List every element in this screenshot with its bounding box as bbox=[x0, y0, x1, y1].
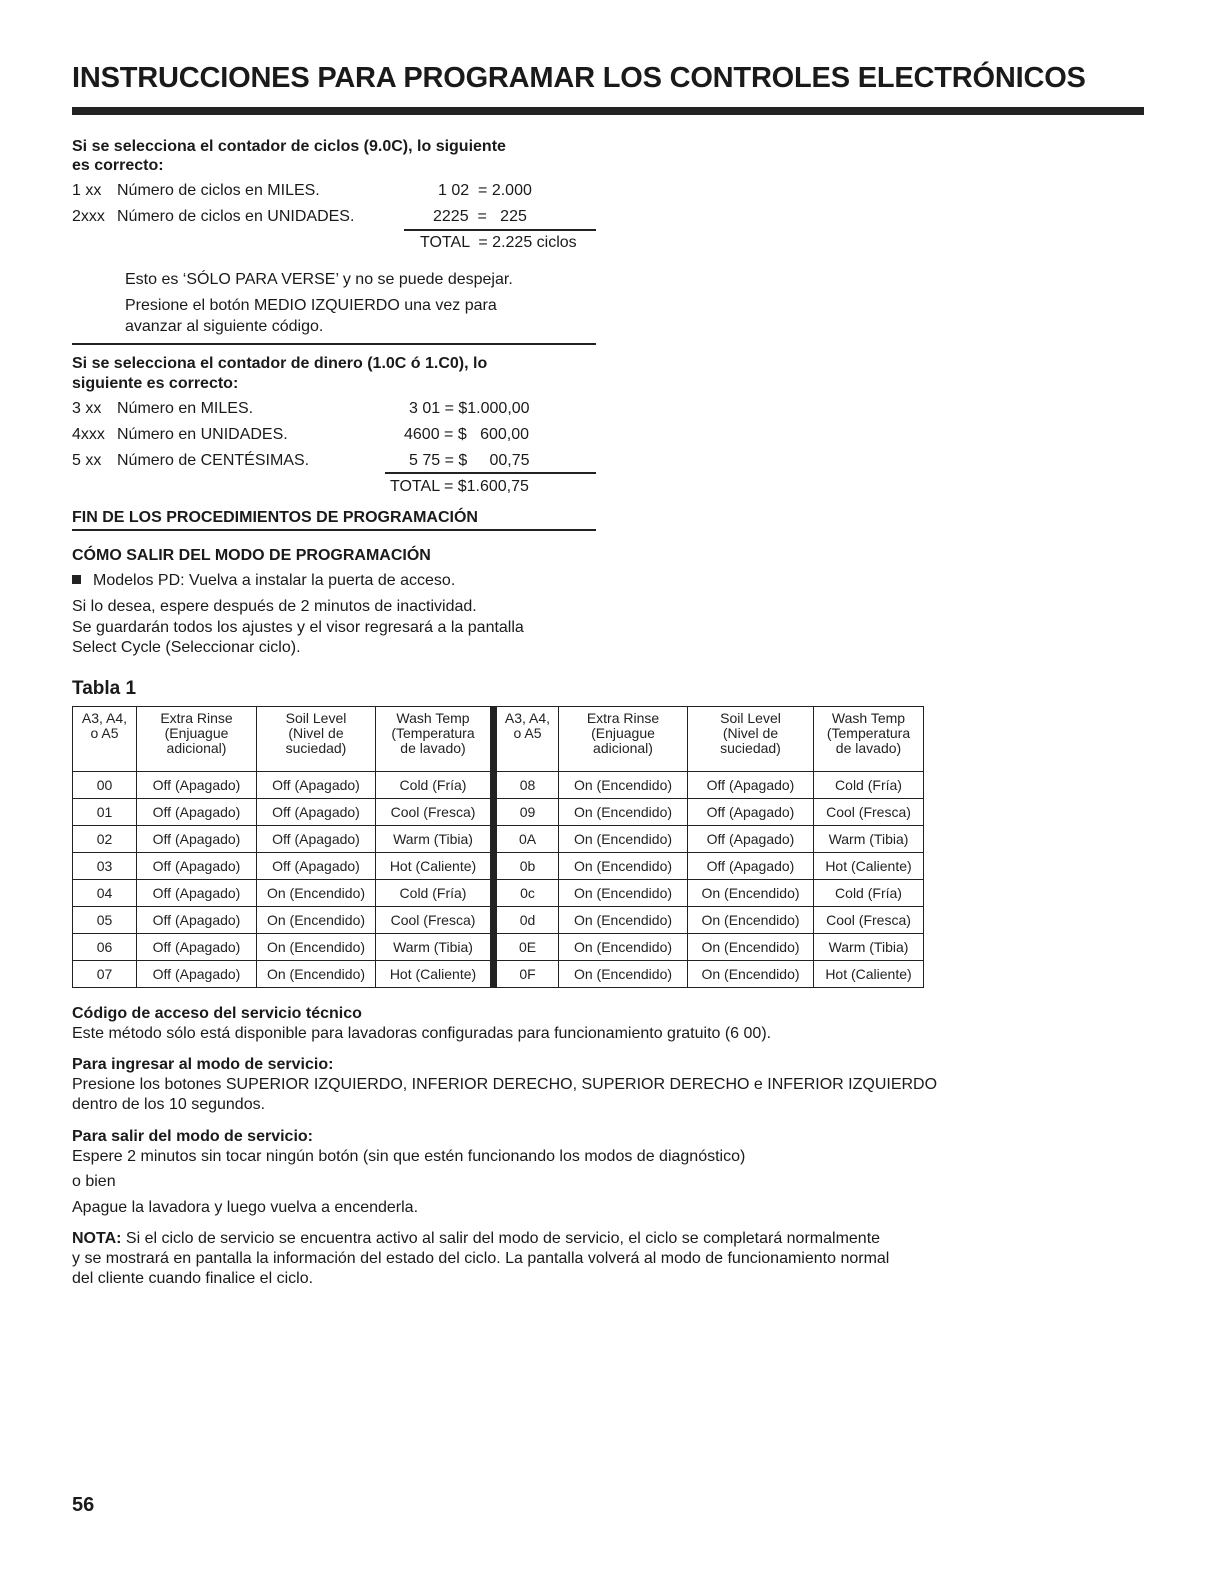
table-row bbox=[73, 772, 924, 799]
money-total: TOTAL = $1.600,75 bbox=[390, 478, 529, 495]
service-heading: Código de acceso del servicio técnico bbox=[72, 1005, 362, 1022]
table-cell: Off (Apagado) bbox=[688, 772, 814, 799]
page-title: INSTRUCCIONES PARA PROGRAMAR LOS CONTROLES ELECTRÓNICOS bbox=[72, 62, 1086, 94]
note-label: NOTA: bbox=[72, 1230, 122, 1247]
header-soil bbox=[257, 707, 376, 772]
note-line-2: y se mostrará en pantalla la información del estado del ciclo. La pantalla volverá al modo de funcionamiento normal bbox=[72, 1250, 890, 1267]
header-rinse-line: Extra Rinse bbox=[586, 710, 660, 726]
header-rinse-line: adicional) bbox=[166, 740, 227, 756]
cycle-row-code: 2xxx bbox=[72, 208, 105, 225]
note-line-3: del cliente cuando finalice el ciclo. bbox=[72, 1270, 314, 1287]
table-cell: 00 bbox=[73, 772, 137, 799]
money-row-value: 4600 = $ 600,00 bbox=[404, 426, 529, 443]
table-cell: On (Encendido) bbox=[559, 961, 688, 988]
cycle-counter-heading-2: es correcto: bbox=[72, 157, 164, 174]
money-row-value: 3 01 = $1.000,00 bbox=[409, 400, 530, 417]
table-cell: Cold (Fría) bbox=[814, 880, 924, 907]
exit-service-heading: Para salir del modo de servicio: bbox=[72, 1128, 313, 1145]
header-soil-line: (Nivel de bbox=[722, 725, 779, 741]
table-cell: Off (Apagado) bbox=[688, 799, 814, 826]
table-title: Tabla 1 bbox=[72, 678, 137, 699]
table-cell: Hot (Caliente) bbox=[814, 853, 924, 880]
header-soil-line: (Nivel de bbox=[288, 725, 344, 741]
header-rinse bbox=[137, 707, 257, 772]
header-temp-line: Wash Temp bbox=[831, 710, 906, 726]
cycle-row-code: 1 xx bbox=[72, 182, 102, 199]
money-row-value: 5 75 = $ 00,75 bbox=[409, 452, 530, 469]
header-temp-line: (Temperatura bbox=[391, 725, 475, 741]
end-heading-rule bbox=[72, 529, 596, 531]
title-rule bbox=[72, 107, 1144, 115]
header-code-line: o A5 bbox=[90, 725, 119, 741]
table-cell: Hot (Caliente) bbox=[376, 961, 494, 988]
table-cell: On (Encendido) bbox=[257, 880, 376, 907]
table-cell: Off (Apagado) bbox=[257, 853, 376, 880]
header-code bbox=[494, 707, 559, 772]
table-cell: 0d bbox=[494, 907, 559, 934]
section-divider bbox=[72, 343, 596, 345]
bullet-square-icon bbox=[72, 575, 81, 584]
note-line-1 bbox=[72, 1229, 880, 1249]
header-soil-line: suciedad) bbox=[285, 740, 347, 756]
enter-service-line-1: Presione los botones SUPERIOR IZQUIERDO, INFERIOR DERECHO, SUPERIOR DERECHO e INFERIOR IZQUIERDO bbox=[72, 1076, 938, 1093]
exit-line-2: Se guardarán todos los ajustes y el visor regresará a la pantalla bbox=[72, 619, 524, 636]
table-cell: 0b bbox=[494, 853, 559, 880]
page-number: 56 bbox=[72, 1494, 95, 1516]
header-soil-line: Soil Level bbox=[720, 710, 781, 726]
table-cell: On (Encendido) bbox=[257, 934, 376, 961]
exit-programming-heading: CÓMO SALIR DEL MODO DE PROGRAMACIÓN bbox=[72, 547, 431, 564]
cycle-row-desc: Número de ciclos en UNIDADES. bbox=[117, 208, 355, 225]
table-cell: Off (Apagado) bbox=[137, 799, 257, 826]
cycle-note-1: Esto es ‘SÓLO PARA VERSE’ y no se puede despejar. bbox=[125, 271, 513, 288]
table-cell: Cold (Fría) bbox=[814, 772, 924, 799]
table-row bbox=[73, 934, 924, 961]
exit-bullet-item bbox=[72, 571, 455, 591]
table-cell: On (Encendido) bbox=[688, 934, 814, 961]
table-cell: Warm (Tibia) bbox=[814, 826, 924, 853]
table-cell: Hot (Caliente) bbox=[376, 853, 494, 880]
table-cell: On (Encendido) bbox=[688, 907, 814, 934]
table-cell: Warm (Tibia) bbox=[376, 826, 494, 853]
table-cell: 05 bbox=[73, 907, 137, 934]
money-row-desc: Número de CENTÉSIMAS. bbox=[117, 452, 310, 469]
table-cell: Off (Apagado) bbox=[137, 826, 257, 853]
table-cell: Cold (Fría) bbox=[376, 772, 494, 799]
table-cell: On (Encendido) bbox=[559, 853, 688, 880]
table-cell: Off (Apagado) bbox=[137, 880, 257, 907]
header-rinse-line: adicional) bbox=[593, 740, 653, 756]
cycle-counter-heading-1: Si se selecciona el contador de ciclos (9.0C), lo siguiente bbox=[72, 138, 506, 155]
table-cell: On (Encendido) bbox=[559, 907, 688, 934]
header-temp bbox=[814, 707, 924, 772]
table-cell: 04 bbox=[73, 880, 137, 907]
table-cell: Cool (Fresca) bbox=[376, 907, 494, 934]
table-row bbox=[73, 853, 924, 880]
table-cell: On (Encendido) bbox=[688, 880, 814, 907]
table-cell: Cold (Fría) bbox=[376, 880, 494, 907]
table-cell: Off (Apagado) bbox=[137, 853, 257, 880]
table-cell: Cool (Fresca) bbox=[814, 799, 924, 826]
cycle-sum-rule bbox=[404, 229, 596, 231]
table-cell: Off (Apagado) bbox=[137, 961, 257, 988]
table-cell: Off (Apagado) bbox=[137, 772, 257, 799]
header-rinse-line: (Enjuague bbox=[164, 725, 229, 741]
end-of-procedures-heading: FIN DE LOS PROCEDIMIENTOS DE PROGRAMACIÓN bbox=[72, 509, 478, 526]
header-soil bbox=[688, 707, 814, 772]
exit-service-or: o bien bbox=[72, 1173, 116, 1190]
table-cell: Off (Apagado) bbox=[257, 826, 376, 853]
table-cell: On (Encendido) bbox=[559, 880, 688, 907]
table-cell: On (Encendido) bbox=[559, 826, 688, 853]
header-soil-line: Soil Level bbox=[285, 710, 347, 726]
table-cell: Cool (Fresca) bbox=[814, 907, 924, 934]
money-row-desc: Número en MILES. bbox=[117, 400, 254, 417]
table-row bbox=[73, 799, 924, 826]
table-cell: Off (Apagado) bbox=[257, 772, 376, 799]
table-cell: Off (Apagado) bbox=[257, 799, 376, 826]
table-cell: On (Encendido) bbox=[559, 799, 688, 826]
header-code bbox=[73, 707, 137, 772]
table-cell: 03 bbox=[73, 853, 137, 880]
table-cell: 02 bbox=[73, 826, 137, 853]
header-temp-line: de lavado) bbox=[835, 740, 902, 756]
table-cell: On (Encendido) bbox=[257, 907, 376, 934]
header-temp-line: (Temperatura bbox=[826, 725, 911, 741]
header-temp-line: de lavado) bbox=[400, 740, 466, 756]
table-cell: 0E bbox=[494, 934, 559, 961]
table-cell: Cool (Fresca) bbox=[376, 799, 494, 826]
money-row-desc: Número en UNIDADES. bbox=[117, 426, 288, 443]
table-cell: Hot (Caliente) bbox=[814, 961, 924, 988]
table-cell: 01 bbox=[73, 799, 137, 826]
header-code-line: A3, A4, bbox=[504, 710, 551, 726]
enter-service-heading: Para ingresar al modo de servicio: bbox=[72, 1056, 334, 1073]
money-row-code: 5 xx bbox=[72, 452, 102, 469]
table-cell: 06 bbox=[73, 934, 137, 961]
cycle-row-desc: Número de ciclos en MILES. bbox=[117, 182, 320, 199]
money-sum-rule bbox=[385, 472, 596, 474]
table-cell: Off (Apagado) bbox=[137, 907, 257, 934]
header-rinse-line: Extra Rinse bbox=[160, 710, 233, 726]
table-cell: Off (Apagado) bbox=[688, 853, 814, 880]
note-text: Si el ciclo de servicio se encuentra activo al salir del modo de servicio, el ciclo se completará normalmente bbox=[121, 1230, 881, 1247]
money-row-code: 4xxx bbox=[72, 426, 105, 443]
table-row bbox=[73, 880, 924, 907]
table-cell: Off (Apagado) bbox=[688, 826, 814, 853]
header-soil-line: suciedad) bbox=[720, 740, 781, 756]
money-counter-heading-2: siguiente es correcto: bbox=[72, 375, 239, 392]
cycle-note-3: avanzar al siguiente código. bbox=[125, 318, 324, 335]
exit-line-1: Si lo desea, espere después de 2 minutos de inactividad. bbox=[72, 598, 477, 615]
enter-service-line-2: dentro de los 10 segundos. bbox=[72, 1096, 266, 1113]
table-row bbox=[73, 826, 924, 853]
table-cell: 0A bbox=[494, 826, 559, 853]
table-cell: 07 bbox=[73, 961, 137, 988]
money-counter-heading-1: Si se selecciona el contador de dinero (1.0C ó 1.C0), lo bbox=[72, 355, 488, 372]
table-cell: On (Encendido) bbox=[688, 961, 814, 988]
table-cell: 0c bbox=[494, 880, 559, 907]
service-text: Este método sólo está disponible para lavadoras configuradas para funcionamiento gratuito (6 00). bbox=[72, 1025, 772, 1042]
cycle-row-value: 1 02 = 2.000 bbox=[438, 182, 532, 199]
exit-line-3: Select Cycle (Seleccionar ciclo). bbox=[72, 639, 301, 656]
cycle-total: TOTAL = 2.225 ciclos bbox=[420, 234, 577, 251]
table-row bbox=[73, 961, 924, 988]
header-rinse-line: (Enjuague bbox=[591, 725, 655, 741]
table-cell: 08 bbox=[494, 772, 559, 799]
header-temp-line: Wash Temp bbox=[396, 710, 470, 726]
cycle-row-value: 2225 = 225 bbox=[433, 208, 527, 225]
header-code-line: A3, A4, bbox=[81, 710, 128, 726]
table-cell: 0F bbox=[494, 961, 559, 988]
header-temp bbox=[376, 707, 494, 772]
money-row-code: 3 xx bbox=[72, 400, 102, 417]
table-cell: On (Encendido) bbox=[257, 961, 376, 988]
exit-bullet-text: Modelos PD: Vuelva a instalar la puerta de acceso. bbox=[93, 572, 456, 589]
table-cell: Warm (Tibia) bbox=[814, 934, 924, 961]
header-code-line: o A5 bbox=[513, 725, 542, 741]
table-cell: On (Encendido) bbox=[559, 772, 688, 799]
exit-service-line-2: Apague la lavadora y luego vuelva a encenderla. bbox=[72, 1199, 419, 1216]
settings-table bbox=[72, 706, 924, 988]
exit-service-line-1: Espere 2 minutos sin tocar ningún botón (sin que estén funcionando los modos de diagnóstico) bbox=[72, 1148, 746, 1165]
cycle-note-2: Presione el botón MEDIO IZQUIERDO una vez para bbox=[125, 297, 497, 314]
table-cell: 09 bbox=[494, 799, 559, 826]
table-cell: Warm (Tibia) bbox=[376, 934, 494, 961]
table-cell: Off (Apagado) bbox=[137, 934, 257, 961]
header-rinse bbox=[559, 707, 688, 772]
table-row bbox=[73, 907, 924, 934]
table-cell: On (Encendido) bbox=[559, 934, 688, 961]
table-header-row bbox=[73, 707, 924, 772]
